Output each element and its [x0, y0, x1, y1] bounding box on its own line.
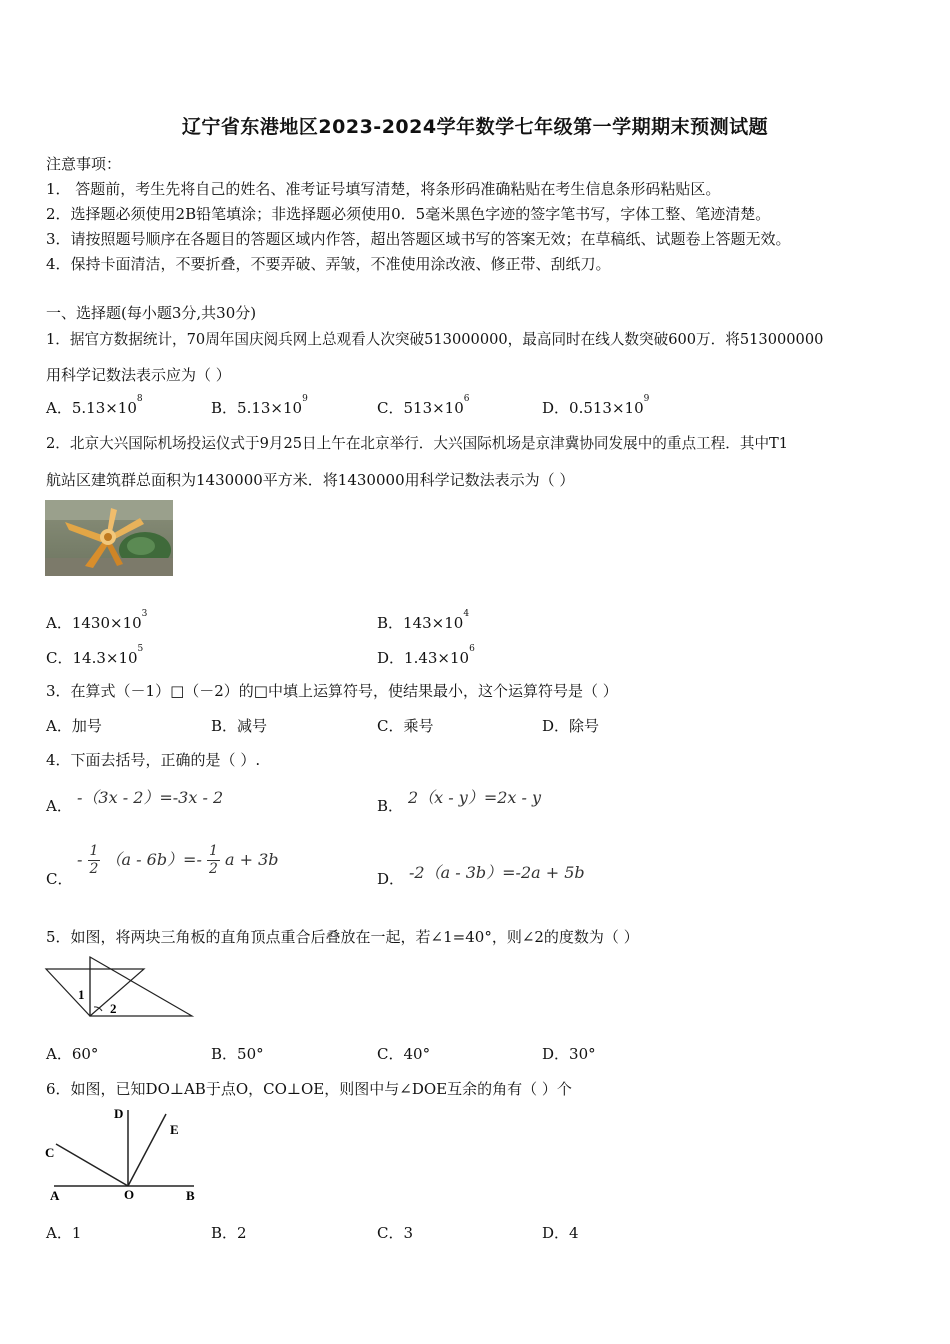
angle-2-label: 2: [110, 1001, 117, 1016]
q4-option-b-label[interactable]: B．: [377, 797, 404, 815]
q2-option-d[interactable]: D．$1.43\times 10^6$: [377, 644, 475, 667]
question-1-stem: 1．据官方数据统计，70周年国庆阅兵网上总观看人次突破513000000，最高同时在线人数突破600万．将513000000: [46, 331, 824, 348]
q1-option-d[interactable]: D．$0.513\times 10^9$: [542, 394, 650, 417]
page-title: 辽宁省东港地区2023-2024学年数学七年级第一学期期末预测试题: [181, 116, 769, 138]
q6-option-d[interactable]: D．4: [542, 1224, 579, 1242]
question-1-stem-cont: 用科学记数法表示应为（ ）: [46, 366, 231, 384]
q2-option-b[interactable]: B．$143\times 10^4$: [377, 609, 470, 632]
notice-item: 4．保持卡面清洁，不要折叠，不要弄破、弄皱，不准使用涂改液、修正带、刮纸刀。: [46, 255, 611, 273]
label-o: O: [124, 1187, 135, 1202]
triangles-figure: [44, 955, 196, 1019]
label-b: B: [186, 1188, 195, 1203]
notice-heading: 注意事项：: [46, 155, 122, 173]
q5-option-d[interactable]: D．30°: [542, 1045, 596, 1063]
label-e: E: [170, 1122, 179, 1137]
q3-option-d[interactable]: D．除号: [542, 717, 600, 735]
section-heading: 一、选择题(每小题3分,共30分): [46, 304, 257, 322]
q3-option-c[interactable]: C．乘号: [377, 717, 434, 735]
q5-option-c[interactable]: C．40°: [377, 1045, 431, 1063]
q1-option-c[interactable]: C．$513\times 10^6$: [377, 394, 470, 417]
label-d: D: [114, 1106, 124, 1121]
q3-option-b[interactable]: B．减号: [211, 717, 268, 735]
angle-1-label: 1: [78, 987, 85, 1002]
notice-item: 1． 答题前，考生先将自己的姓名、准考证号填写清楚，将条形码准确粘贴在考生信息条形码粘贴区。: [46, 180, 721, 198]
q5-option-b[interactable]: B．50°: [211, 1045, 264, 1063]
q4-option-c-expression: - $\frac{1}{2}$ （a - 6b）=- $\frac{1}{2}$ a + 3b: [77, 843, 279, 877]
question-2-stem: 2．北京大兴国际机场投运仪式于9月25日上午在北京举行．大兴国际机场是京津冀协同发展中的重点工程．其中T1: [46, 435, 789, 452]
q2-option-c[interactable]: C．$14.3\times 10^5$: [46, 644, 144, 667]
notice-item: 3．请按照题号顺序在各题目的答题区域内作答，超出答题区域书写的答案无效；在草稿纸、试题卷上答题无效。: [46, 230, 791, 248]
q6-option-a[interactable]: A．1: [46, 1224, 82, 1242]
q4-option-b-expression: 2（x - y）=2x - y: [408, 788, 542, 807]
q4-option-a-expression: -（3x - 2）=-3x - 2: [77, 788, 224, 807]
label-c: C: [45, 1145, 55, 1160]
label-a: A: [50, 1188, 60, 1203]
angles-figure: [44, 1104, 204, 1204]
question-2-stem-cont: 航站区建筑群总面积为1430000平方米．将1430000用科学记数法表示为（ ）: [46, 471, 575, 489]
question-4-stem: 4．下面去括号，正确的是（ ）.: [46, 751, 261, 769]
q4-option-c-label[interactable]: C．: [46, 870, 73, 888]
q3-option-a[interactable]: A．加号: [46, 717, 102, 735]
q2-option-a[interactable]: A．$1430\times 10^3$: [46, 609, 148, 632]
airport-photo: [45, 500, 173, 576]
question-6-stem: 6．如图，已知DO⊥AB于点O，CO⊥OE，则图中与∠DOE互余的角有（ ）个: [46, 1080, 572, 1098]
q5-option-a[interactable]: A．60°: [46, 1045, 99, 1063]
q4-option-a-label[interactable]: A．: [46, 797, 72, 815]
question-5-stem: 5．如图，将两块三角板的直角顶点重合后叠放在一起，若∠1=40°，则∠2的度数为（ ）: [46, 928, 639, 946]
q1-option-b[interactable]: B．$5.13\times 10^9$: [211, 394, 308, 417]
notice-item: 2．选择题必须使用2B铅笔填涂；非选择题必须使用0．5毫米黑色字迹的签字笔书写，字体工整、笔迹清楚。: [46, 205, 771, 223]
question-3-stem: 3．在算式（－1）□（－2）的□中填上运算符号，使结果最小，这个运算符号是（ ）: [46, 682, 618, 700]
q4-option-d-label[interactable]: D．: [377, 870, 405, 888]
q6-option-b[interactable]: B．2: [211, 1224, 247, 1242]
q4-option-d-expression: -2（a - 3b）=-2a + 5b: [409, 863, 585, 882]
q1-option-a[interactable]: A．$5.13\times 10^8$: [46, 394, 143, 417]
q6-option-c[interactable]: C．3: [377, 1224, 414, 1242]
